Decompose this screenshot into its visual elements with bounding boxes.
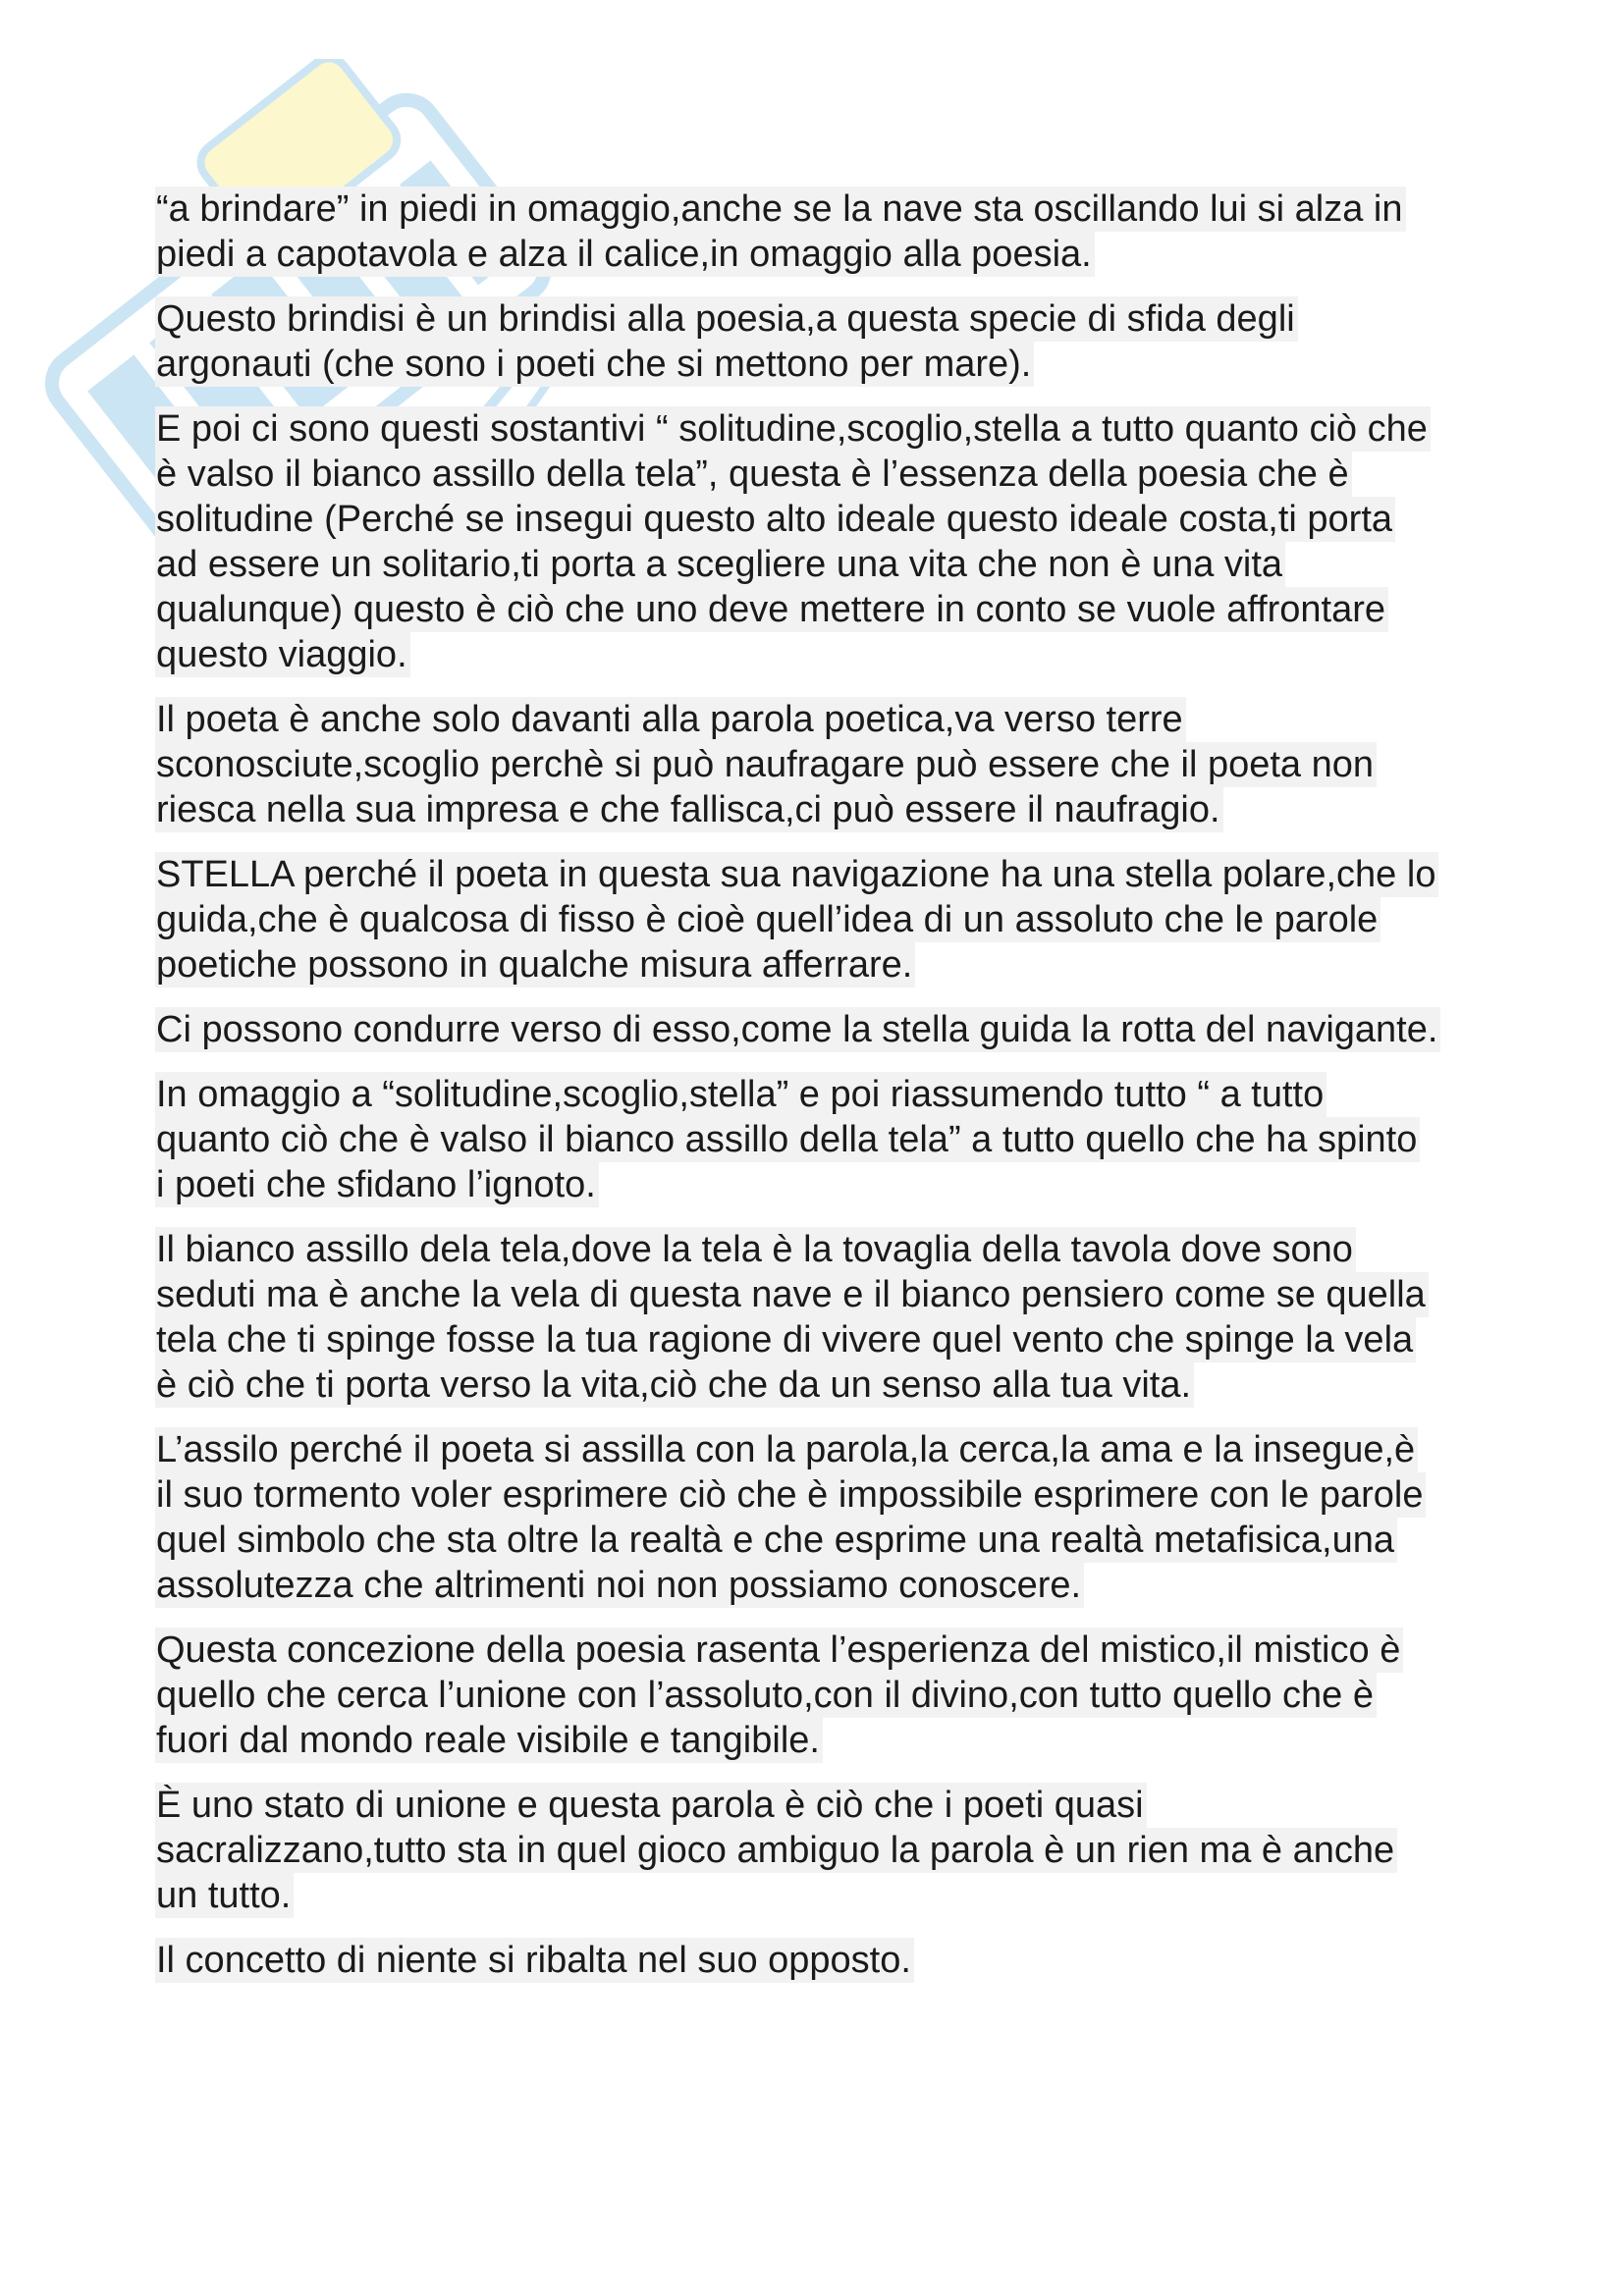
text-line: è valso il bianco assillo della tela”, questa è l’essenza della poesia che è — [155, 452, 1352, 497]
paragraph-11 — [155, 1783, 1490, 1918]
paragraph-6 — [155, 1007, 1490, 1052]
text-line: quanto ciò che è valso il bianco assillo della tela” a tutto quello che ha spinto — [155, 1117, 1420, 1162]
text-line: è ciò che ti porta verso la vita,ciò che da un senso alla tua vita. — [155, 1362, 1194, 1408]
text-line: quel simbolo che sta oltre la realtà e che esprime una realtà metafisica,una — [155, 1518, 1397, 1563]
text-line: Il poeta è anche solo davanti alla parola poetica,va verso terre — [155, 697, 1186, 742]
text-line: fuori dal mondo reale visibile e tangibile. — [155, 1718, 823, 1763]
text-line: un tutto. — [155, 1873, 294, 1918]
paragraph-2 — [155, 296, 1490, 387]
text-line: ad essere un solitario,ti porta a scegliere una vita che non è una vita — [155, 542, 1285, 587]
text-line: piedi a capotavola e alza il calice,in omaggio alla poesia. — [155, 232, 1095, 277]
paragraph-10 — [155, 1628, 1490, 1763]
text-line: Il bianco assillo dela tela,dove la tela è la tovaglia della tavola dove sono — [155, 1227, 1356, 1272]
text-line: E poi ci sono questi sostantivi “ solitudine,scoglio,stella a tutto quanto ciò che — [155, 406, 1431, 452]
paragraph-3 — [155, 406, 1490, 677]
text-line: tela che ti spinge fosse la tua ragione di vivere quel vento che spinge la vela — [155, 1317, 1416, 1362]
document-body — [155, 187, 1490, 2002]
text-line: STELLA perché il poeta in questa sua navigazione ha una stella polare,che lo — [155, 852, 1438, 897]
text-line: i poeti che sfidano l’ignoto. — [155, 1162, 599, 1207]
paragraph-8 — [155, 1227, 1490, 1408]
text-line: Questa concezione della poesia rasenta l’esperienza del mistico,il mistico è — [155, 1628, 1403, 1673]
paragraph-9 — [155, 1427, 1490, 1608]
text-line: sconosciute,scoglio perchè si può naufragare può essere che il poeta non — [155, 742, 1377, 787]
text-line: riesca nella sua impresa e che fallisca,ci può essere il naufragio. — [155, 787, 1223, 832]
text-line: questo viaggio. — [155, 632, 410, 677]
text-line: Ci possono condurre verso di esso,come la stella guida la rotta del navigante. — [155, 1007, 1440, 1052]
text-line: solitudine (Perché se insegui questo alto ideale questo ideale costa,ti porta — [155, 497, 1395, 542]
paragraph-4 — [155, 697, 1490, 832]
paragraph-7 — [155, 1072, 1490, 1207]
text-line: assolutezza che altrimenti noi non possiamo conoscere. — [155, 1563, 1084, 1608]
text-line: il suo tormento voler esprimere ciò che è impossibile esprimere con le parole — [155, 1472, 1426, 1518]
text-line: seduti ma è anche la vela di questa nave e il bianco pensiero come se quella — [155, 1272, 1429, 1317]
paragraph-5 — [155, 852, 1490, 988]
text-line: quello che cerca l’unione con l’assoluto,con il divino,con tutto quello che è — [155, 1673, 1377, 1718]
text-line: Il concetto di niente si ribalta nel suo opposto. — [155, 1938, 914, 1983]
text-line: poetiche possono in qualche misura afferrare. — [155, 942, 915, 988]
text-line: “a brindare” in piedi in omaggio,anche se la nave sta oscillando lui si alza in — [155, 187, 1406, 232]
text-line: qualunque) questo è ciò che uno deve mettere in conto se vuole affrontare — [155, 587, 1388, 632]
text-line: argonauti (che sono i poeti che si mettono per mare). — [155, 342, 1034, 387]
paragraph-12 — [155, 1938, 1490, 1983]
paragraph-1 — [155, 187, 1490, 277]
text-line: In omaggio a “solitudine,scoglio,stella” e poi riassumendo tutto “ a tutto — [155, 1072, 1326, 1117]
text-line: Questo brindisi è un brindisi alla poesia,a questa specie di sfida degli — [155, 296, 1298, 342]
text-line: È uno stato di unione e questa parola è ciò che i poeti quasi — [155, 1783, 1147, 1828]
text-line: L’assilo perché il poeta si assilla con la parola,la cerca,la ama e la insegue,è — [155, 1427, 1418, 1472]
text-line: sacralizzano,tutto sta in quel gioco ambiguo la parola è un rien ma è anche — [155, 1828, 1397, 1873]
text-line: guida,che è qualcosa di fisso è cioè quell’idea di un assoluto che le parole — [155, 897, 1380, 942]
